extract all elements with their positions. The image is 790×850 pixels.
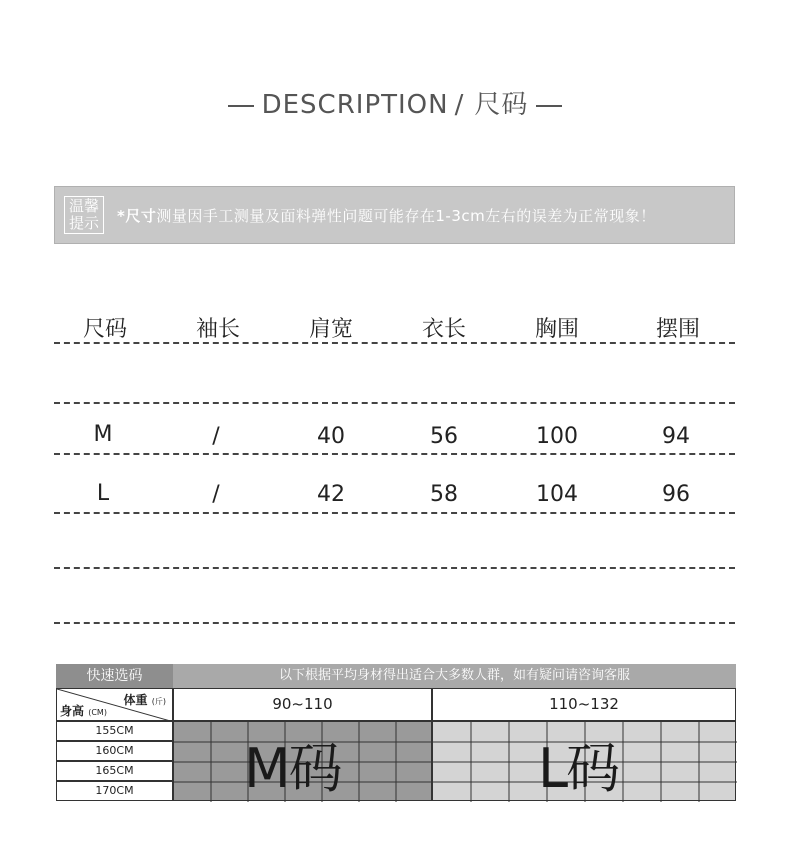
height-unit: (CM)	[88, 708, 107, 717]
title-separator: /	[454, 90, 465, 120]
size-label-m: M码	[244, 737, 341, 800]
weight-axis-label	[124, 691, 166, 708]
height-170: 170CM	[56, 781, 173, 801]
divider	[54, 453, 735, 455]
row-l-chest: 104	[536, 482, 578, 507]
divider	[54, 512, 735, 514]
height-155: 155CM	[56, 721, 173, 741]
title-en: DESCRIPTION	[261, 90, 449, 120]
row-l-hem: 96	[662, 482, 690, 507]
size-label-l: L码	[538, 737, 619, 800]
row-m-chest: 100	[536, 424, 578, 449]
title-dash-right	[536, 105, 562, 107]
header-sleeve: 袖长	[195, 317, 240, 342]
notice-badge-bottom: 提示	[68, 214, 99, 232]
row-l-length: 58	[430, 482, 458, 507]
notice-badge	[64, 196, 104, 234]
weight-range-l: 110~132	[432, 688, 736, 721]
notice-bold-prefix: *尺寸	[117, 207, 157, 225]
quick-size-chart	[56, 664, 736, 801]
height-165: 165CM	[56, 761, 173, 781]
weight-unit: (斤)	[151, 697, 166, 706]
row-m-hem: 94	[662, 424, 690, 449]
header-hem: 摆围	[655, 317, 700, 342]
height-label: 身高	[60, 704, 85, 718]
row-m-sleeve: /	[212, 424, 220, 449]
divider	[54, 402, 735, 404]
weight-range-m: 90~110	[173, 688, 432, 721]
quick-subtitle: 以下根据平均身材得出适合大多数人群，如有疑问请咨询客服	[173, 664, 736, 688]
quick-title: 快速选码	[56, 664, 173, 688]
row-l-shoulder: 42	[317, 482, 345, 507]
header-shoulder: 肩宽	[308, 317, 353, 342]
height-axis-label	[60, 702, 107, 719]
header-chest: 胸围	[534, 317, 579, 342]
height-160: 160CM	[56, 741, 173, 761]
row-l-sleeve: /	[212, 482, 220, 507]
divider	[54, 622, 735, 624]
title-dash-left	[228, 105, 254, 107]
notice-badge-top: 温馨	[68, 197, 99, 215]
divider	[54, 567, 735, 569]
header-length: 衣长	[421, 317, 466, 342]
header-size: 尺码	[82, 317, 127, 342]
notice-body: 测量因手工测量及面料弹性问题可能存在1-3cm左右的误差为正常现象！	[156, 207, 656, 225]
row-m-length: 56	[430, 424, 458, 449]
weight-label: 体重	[123, 693, 148, 707]
page-title	[0, 84, 790, 121]
divider	[54, 342, 735, 344]
title-cn: 尺码	[474, 90, 529, 120]
axis-corner-cell	[56, 688, 173, 721]
row-m-shoulder: 40	[317, 424, 345, 449]
row-m-size: M	[93, 422, 113, 447]
notice-banner	[54, 186, 735, 244]
row-l-size: L	[96, 481, 110, 506]
notice-text	[117, 205, 656, 226]
